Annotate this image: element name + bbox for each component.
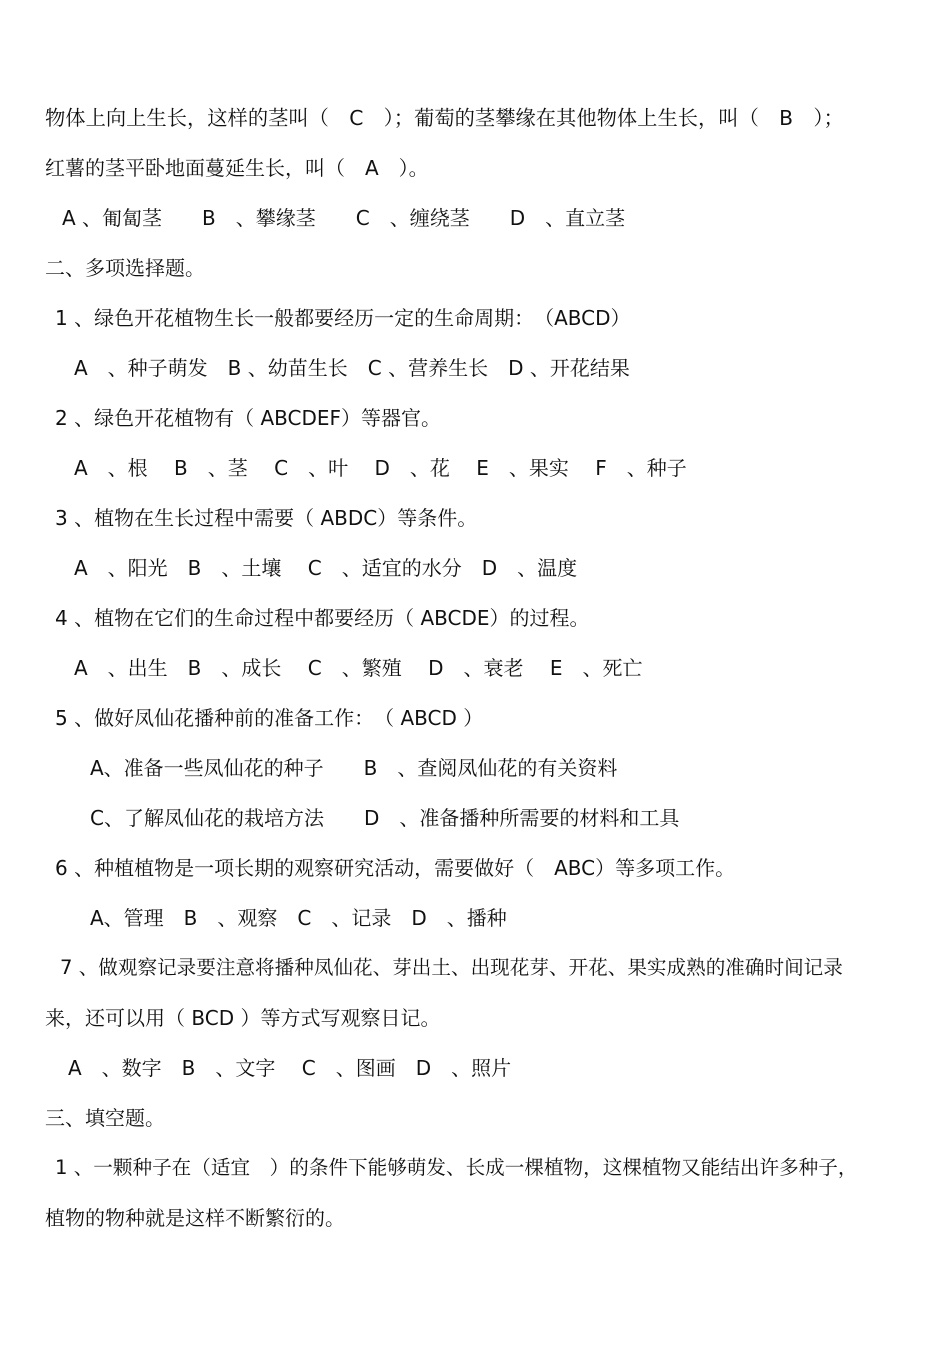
line: 1 、绿色开花植物生长一般都要经历一定的生命周期： （ABCD） bbox=[55, 306, 631, 330]
line: A 、数字 B 、文字 C 、图画 D 、照片 bbox=[68, 1056, 512, 1080]
line: A 、匍匐茎 B 、攀缘茎 C 、缠绕茎 D 、直立茎 bbox=[62, 206, 626, 230]
line: 三、填空题。 bbox=[45, 1106, 165, 1130]
line: 5 、做好凤仙花播种前的准备工作： （ ABCD ） bbox=[55, 706, 484, 730]
line: 植物的物种就是这样不断繁衍的。 bbox=[45, 1206, 345, 1230]
line: 二、多项选择题。 bbox=[45, 256, 205, 280]
line: A 、阳光 B 、土壤 C 、适宜的水分 D 、温度 bbox=[74, 556, 578, 580]
line: A、管理 B 、观察 C 、记录 D 、播种 bbox=[90, 906, 507, 930]
line: 2 、绿色开花植物有（ ABCDEF）等器官。 bbox=[55, 406, 441, 430]
line: 4 、植物在它们的生命过程中都要经历（ ABCDE）的过程。 bbox=[55, 606, 590, 630]
line: 红薯的茎平卧地面蔓延生长，叫（ A ）。 bbox=[45, 156, 429, 180]
line: 1 、一颗种子在（适宜 ）的条件下能够萌发、长成一棵植物，这棵植物又能结出许多种子， bbox=[55, 1156, 858, 1179]
line: 3 、植物在生长过程中需要（ ABDC）等条件。 bbox=[55, 506, 478, 530]
line: 7 、做观察记录要注意将播种凤仙花、芽出土、出现花芽、开花、果实成熟的准确时间记录 bbox=[60, 956, 843, 979]
line: A 、出生 B 、成长 C 、繁殖 D 、衰老 E 、死亡 bbox=[74, 656, 643, 680]
line: C、了解凤仙花的栽培方法 D 、准备播种所需要的材料和工具 bbox=[90, 806, 680, 830]
line: 来，还可以用（ BCD ）等方式写观察日记。 bbox=[45, 1006, 441, 1030]
line: A、准备一些凤仙花的种子 B 、查阅凤仙花的有关资料 bbox=[90, 756, 618, 780]
line: A 、根 B 、茎 C 、叶 D 、花 E 、果实 F 、种子 bbox=[74, 456, 687, 480]
line: A 、种子萌发 B 、幼苗生长 C 、营养生长 D 、开花结果 bbox=[74, 356, 630, 380]
line: 物体上向上生长，这样的茎叫（ C ）；葡萄的茎攀缘在其他物体上生长，叫（ B ）； bbox=[45, 106, 844, 130]
line: 6 、种植植物是一项长期的观察研究活动，需要做好（ ABC）等多项工作。 bbox=[55, 856, 736, 880]
